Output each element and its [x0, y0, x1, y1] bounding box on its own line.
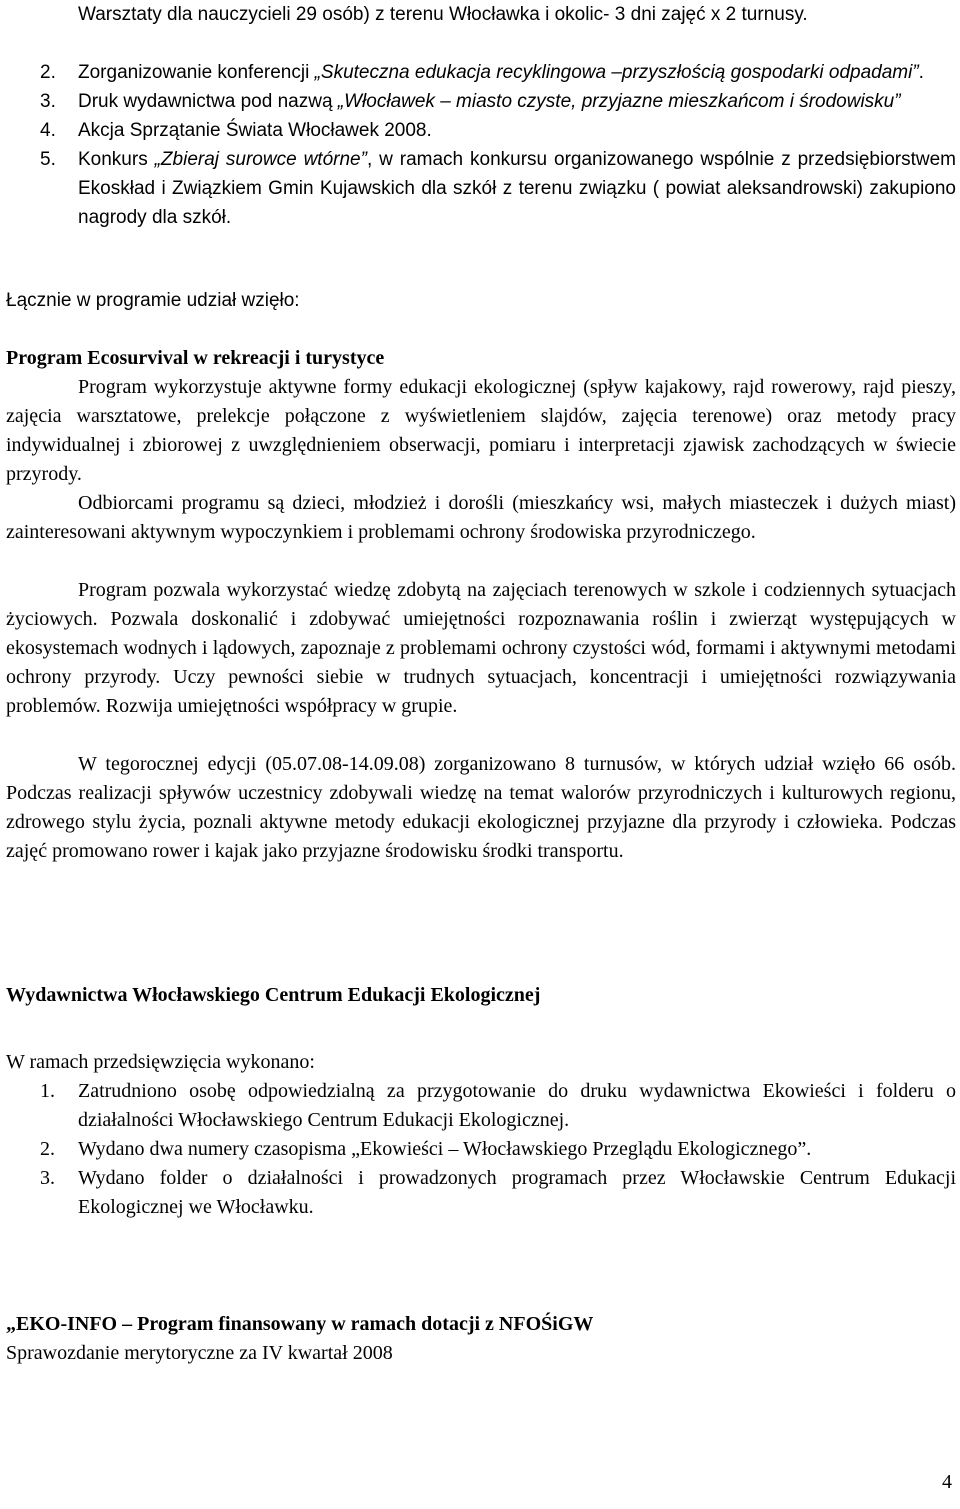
list-number: 4.: [40, 120, 56, 141]
list-number: 2.: [40, 62, 56, 83]
list-item: 2. Wydano dwa numery czasopisma „Ekowieści – Włocławskiego Przeglądu Ekologicznego”.: [6, 1135, 956, 1164]
ekoinfo-subheading: Sprawozdanie merytoryczne za IV kwartał 2008: [6, 1342, 393, 1364]
wydawnictwa-heading: Wydawnictwa Włocławskiego Centrum Edukacji Ekologicznej: [6, 984, 541, 1006]
ecosurvival-paragraph-1: Program wykorzystuje aktywne formy edukacji ekologicznej (spływ kajakowy, rajd rowerowy, rajd pieszy, zajęcia warsztatowe, prelekcje połączone z wyświetleniem slajdów, zajęcia terenowe) oraz metody pracy indywidualnej i zbiorowej z uwzględnieniem obserwacji, pomiaru i interpretacji zjawisk zachodzących w świecie przyrody.: [6, 376, 956, 485]
list-number: 3.: [40, 91, 56, 112]
list-item: 1. Zatrudniono osobę odpowiedzialną za przygotowanie do druku wydawnictwa Ekowieści i folderu o działalności Włocławskiego Centrum Edukacji Ekologicznej.: [6, 1077, 956, 1135]
ekoinfo-heading: „EKO-INFO – Program finansowany w ramach dotacji z NFOŚiGW: [6, 1313, 594, 1335]
page-number: 4: [942, 1471, 952, 1493]
list-item: 3. Wydano folder o działalności i prowadzonych programach przez Włocławskie Centrum Edukacji Ekologicznej we Włocławku.: [6, 1164, 956, 1222]
list-number: 2.: [40, 1138, 55, 1160]
list-continuation: Warsztaty dla nauczycieli 29 osób) z terenu Włocławka i okolic- 3 dni zajęć x 2 turnusy.: [78, 4, 808, 25]
list-item: 5. Konkurs „Zbieraj surowce wtórne”, w ramach konkursu organizowanego wspólnie z przedsiębiorstwem Ekoskład i Związkiem Gmin Kujawskich dla szkół z terenu związku ( powiat aleksandrowski) zakupiono nagrody dla szkół.: [6, 145, 956, 232]
ecosurvival-paragraph-4: W tegorocznej edycji (05.07.08-14.09.08) zorganizowano 8 turnusów, w których udział wzięło 66 osób. Podczas realizacji spływów uczestnicy zdobywali wiedzę na temat walorów przyrodniczych i kulturowych regionu, zdrowego stylu życia, poznali aktywne metody edukacji ekologicznej przyjazne dla przyrody i człowieka. Podczas zajęć promowano rower i kajak jako przyjazne środowisku środki transportu.: [6, 753, 956, 862]
activities-list: [6, 58, 956, 232]
list-item: 4. Akcja Sprzątanie Świata Włocławek 2008.: [6, 116, 956, 145]
participation-summary: Łącznie w programie udział wzięło:: [6, 290, 300, 311]
list-item: 2. Zorganizowanie konferencji „Skuteczna edukacja recyklingowa –przyszłością gospodarki odpadami”.: [6, 58, 956, 87]
wydawnictwa-list: [6, 1077, 956, 1222]
ecosurvival-paragraph-3: Program pozwala wykorzystać wiedzę zdobytą na zajęciach terenowych w szkole i codziennych sytuacjach życiowych. Pozwala doskonalić i zdobywać umiejętności rozpoznawania roślin i zwierząt występujących w ekosystemach wodnych i lądowych, zapoznaje z problemami ochrony czystości wód, formami i aktywnymi metodami ochrony przyrody. Uczy pewności siebie w trudnych sytuacjach, koncentracji i umiejętności rozwiązywania problemów. Rozwija umiejętności współpracy w grupie.: [6, 579, 956, 717]
list-number: 1.: [40, 1080, 55, 1102]
ecosurvival-heading: Program Ecosurvival w rekreacji i turystyce: [6, 347, 385, 369]
list-number: 3.: [40, 1167, 55, 1189]
list-item: 3. Druk wydawnictwa pod nazwą „Włocławek – miasto czyste, przyjazne mieszkańcom i środowisku”: [6, 87, 956, 116]
wydawnictwa-intro: W ramach przedsięwzięcia wykonano:: [6, 1051, 315, 1073]
ecosurvival-paragraph-2: Odbiorcami programu są dzieci, młodzież i dorośli (mieszkańcy wsi, małych miasteczek i dużych miast) zainteresowani aktywnym wypoczynkiem i problemami ochrony środowiska przyrodniczego.: [6, 492, 956, 543]
list-number: 5.: [40, 149, 56, 170]
